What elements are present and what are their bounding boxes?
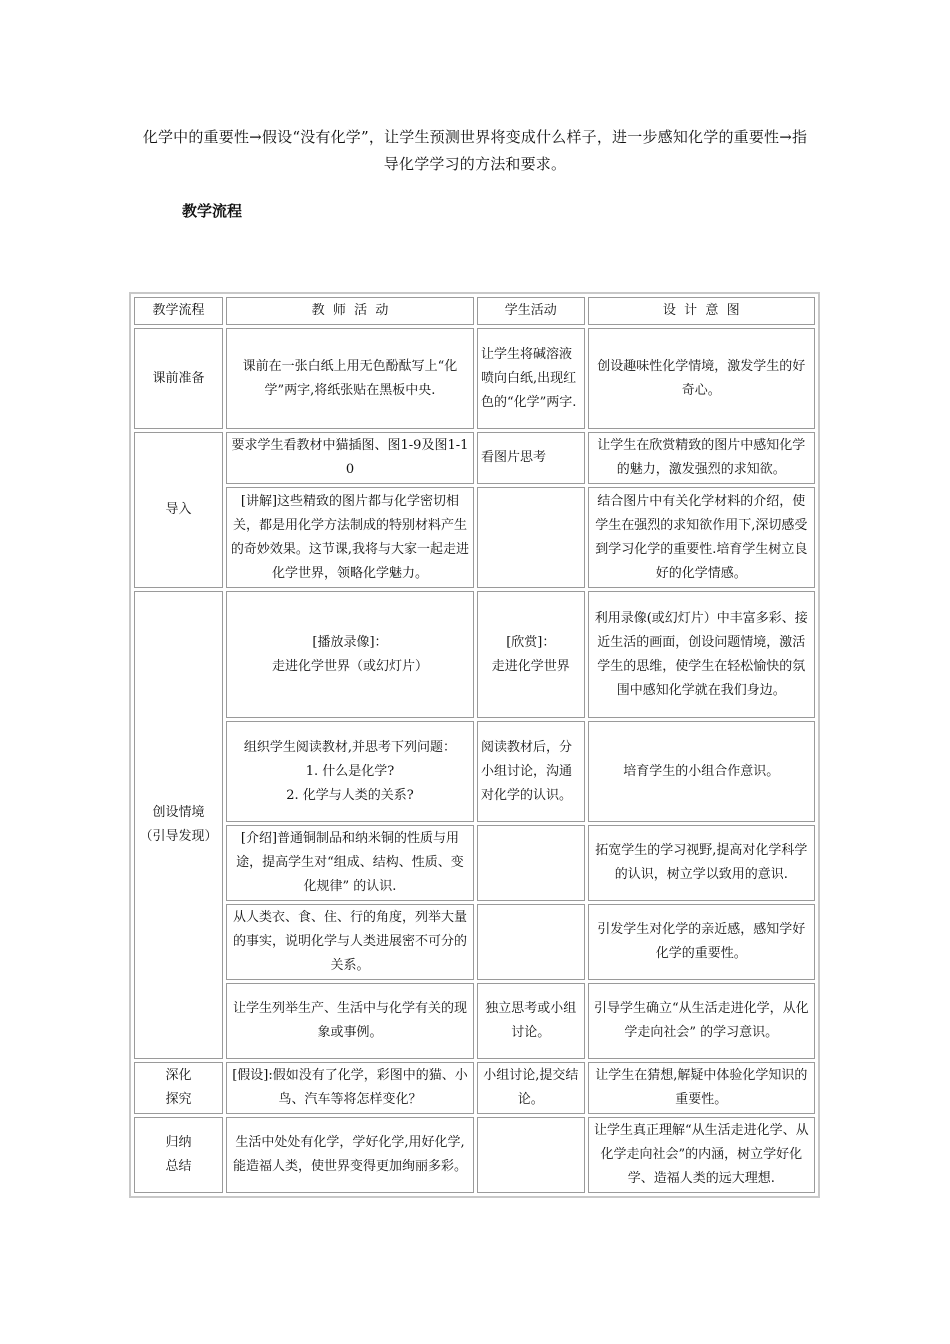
- header-design-intent: 设 计 意 图: [588, 297, 815, 325]
- teacher-cell: 组织学生阅读教材,并思考下列问题： 1. 什么是化学? 2. 化学与人类的关系?: [226, 721, 474, 822]
- stage-cell: 课前准备: [134, 328, 223, 429]
- table-row: [134, 825, 815, 901]
- student-cell: [欣赏]： 走进化学世界: [477, 591, 585, 718]
- header-teacher-activity: 教 师 活 动: [226, 297, 474, 325]
- header-stage: 教学流程: [134, 297, 223, 325]
- student-cell: [477, 825, 585, 901]
- teacher-cell: 从人类衣、食、住、行的角度，列举大量的事实，说明化学与人类进展密不可分的关系。: [226, 904, 474, 980]
- student-cell: 小组讨论,提交结论。: [477, 1062, 585, 1114]
- table-row: [134, 1117, 815, 1193]
- student-cell: 让学生将碱溶液喷向白纸,出现红色的“化学”两字.: [477, 328, 585, 429]
- teacher-cell: 让学生列举生产、生活中与化学有关的现象或事例。: [226, 983, 474, 1059]
- design-cell: 让学生真正理解“从生活走进化学、从化学走向社会”的内涵，树立学好化学、造福人类的远大理想.: [588, 1117, 815, 1193]
- teacher-cell: [讲解]这些精致的图片都与化学密切相关，都是用化学方法制成的特别材料产生的奇妙效果。这节课,我将与大家一起走进化学世界，领略化学魅力。: [226, 487, 474, 588]
- design-cell: 引导学生确立“从生活走进化学，从化学走向社会” 的学习意识。: [588, 983, 815, 1059]
- design-cell: 拓宽学生的学习视野,提高对化学科学的认识，树立学以致用的意识.: [588, 825, 815, 901]
- table-row: [134, 328, 815, 429]
- design-cell: 培育学生的小组合作意识。: [588, 721, 815, 822]
- table-row: [134, 1062, 815, 1114]
- teacher-cell: [介绍]普通铜制品和纳米铜的性质与用途，提高学生对“组成、结构、性质、变化规律” 的认识.: [226, 825, 474, 901]
- stage-cell: 深化 探究: [134, 1062, 223, 1114]
- teacher-cell: [播放录像]： 走进化学世界（或幻灯片）: [226, 591, 474, 718]
- teacher-cell: 课前在一张白纸上用无色酚酞写上“化学”两字,将纸张贴在黑板中央.: [226, 328, 474, 429]
- design-cell: 利用录像(或幻灯片）中丰富多彩、接近生活的画面，创设问题情境，激活学生的思维，使学生在轻松愉快的氛围中感知化学就在我们身边。: [588, 591, 815, 718]
- stage-cell: 归纳 总结: [134, 1117, 223, 1193]
- stage-cell: 导入: [134, 432, 223, 588]
- design-cell: 让学生在欣赏精致的图片中感知化学的魅力，激发强烈的求知欲。: [588, 432, 815, 484]
- header-student-activity: 学生活动: [477, 297, 585, 325]
- table-row: [134, 432, 815, 484]
- table-header-row: [134, 297, 815, 325]
- table-row: [134, 983, 815, 1059]
- design-cell: 让学生在猜想,解疑中体验化学知识的重要性。: [588, 1062, 815, 1114]
- section-title: 教学流程: [182, 202, 243, 220]
- student-cell: [477, 904, 585, 980]
- stage-cell: 创设情境 （引导发现）: [134, 591, 223, 1059]
- teacher-cell: 生活中处处有化学，学好化学,用好化学,能造福人类，使世界变得更加绚丽多彩。: [226, 1117, 474, 1193]
- intro-paragraph: 化学中的重要性→假设“没有化学”，让学生预测世界将变成什么样子，进一步感知化学的重要性→指导化学学习的方法和要求。: [142, 128, 808, 173]
- design-cell: 结合图片中有关化学材料的介绍，使学生在强烈的求知欲作用下,深切感受到学习化学的重要性.培育学生树立良好的化学情感。: [588, 487, 815, 588]
- student-cell: [477, 487, 585, 588]
- table-row: [134, 904, 815, 980]
- teaching-flow-table: [129, 292, 820, 1198]
- design-cell: 创设趣味性化学情境，激发学生的好奇心。: [588, 328, 815, 429]
- student-cell: [477, 1117, 585, 1193]
- design-cell: 引发学生对化学的亲近感，感知学好化学的重要性。: [588, 904, 815, 980]
- table-row: [134, 591, 815, 718]
- table-row: [134, 721, 815, 822]
- student-cell: 看图片思考: [477, 432, 585, 484]
- table-row: [134, 487, 815, 588]
- teacher-cell: [假设]:假如没有了化学，彩图中的猫、小鸟、汽车等将怎样变化？: [226, 1062, 474, 1114]
- teacher-cell: 要求学生看教材中猫插图、图1-9及图1-10: [226, 432, 474, 484]
- student-cell: 阅读教材后，分小组讨论，沟通对化学的认识。: [477, 721, 585, 822]
- student-cell: 独立思考或小组讨论。: [477, 983, 585, 1059]
